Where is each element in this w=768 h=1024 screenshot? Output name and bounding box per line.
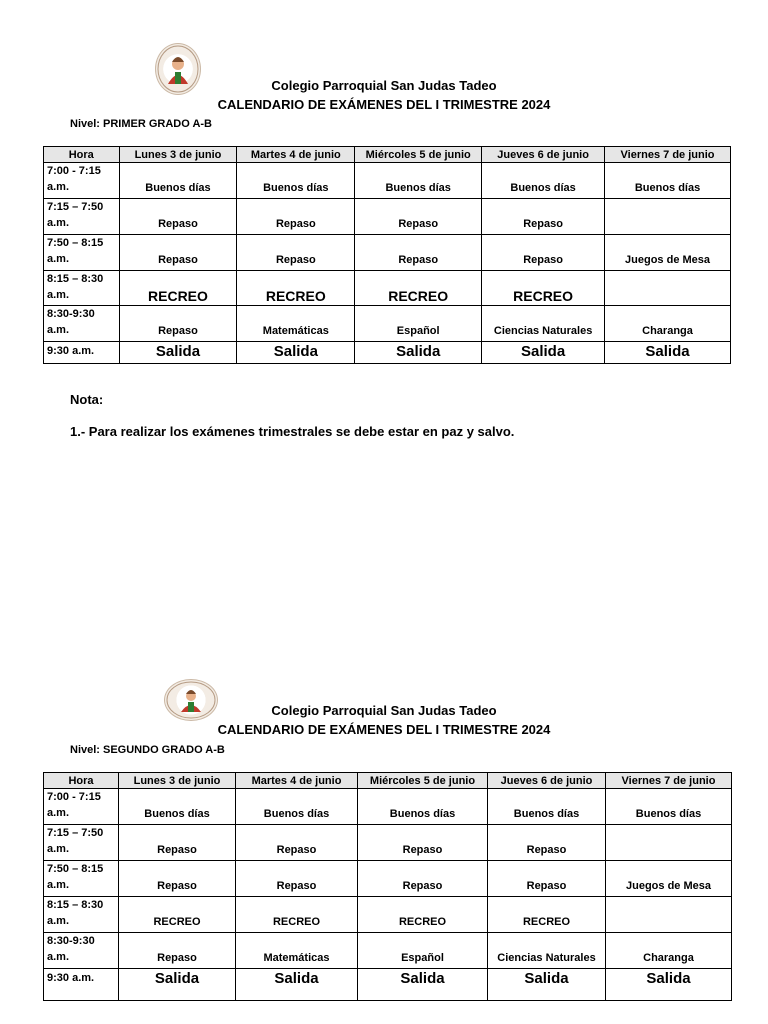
table-cell: Salida bbox=[605, 342, 731, 364]
table-cell bbox=[606, 897, 732, 933]
table-row bbox=[44, 342, 731, 364]
time-cell: 8:30-9:30 a.m. bbox=[44, 933, 119, 969]
table-cell: Repaso bbox=[482, 235, 605, 271]
table-cell: RECREO bbox=[236, 897, 358, 933]
table-cell: Repaso bbox=[119, 933, 236, 969]
table-cell bbox=[605, 271, 731, 306]
table-cell: Salida bbox=[236, 969, 358, 1001]
table-cell: RECREO bbox=[355, 271, 482, 306]
table-cell: Buenos días bbox=[236, 789, 358, 825]
header-viernes: Viernes 7 de junio bbox=[605, 147, 731, 163]
header-lunes: Lunes 3 de junio bbox=[119, 147, 237, 163]
time-cell: 7:15 – 7:50 a.m. bbox=[44, 199, 120, 235]
time-cell: 7:50 – 8:15 a.m. bbox=[44, 235, 120, 271]
table-cell bbox=[605, 199, 731, 235]
table-cell: RECREO bbox=[358, 897, 488, 933]
table-cell: Buenos días bbox=[237, 163, 355, 199]
header-martes: Martes 4 de junio bbox=[237, 147, 355, 163]
table-cell: Repaso bbox=[355, 235, 482, 271]
header-hora: Hora bbox=[44, 147, 120, 163]
table-row bbox=[44, 271, 731, 306]
table-cell: Repaso bbox=[236, 861, 358, 897]
table-cell: Salida bbox=[482, 342, 605, 364]
table-cell: Repaso bbox=[236, 825, 358, 861]
table-row bbox=[44, 163, 731, 199]
table-row bbox=[44, 235, 731, 271]
header-jueves: Jueves 6 de junio bbox=[482, 147, 605, 163]
time-cell: 7:15 – 7:50 a.m. bbox=[44, 825, 119, 861]
table-cell: RECREO bbox=[119, 897, 236, 933]
time-cell: 8:30-9:30 a.m. bbox=[44, 306, 120, 342]
table-cell bbox=[606, 825, 732, 861]
table-cell: Buenos días bbox=[358, 789, 488, 825]
time-cell: 7:50 – 8:15 a.m. bbox=[44, 861, 119, 897]
table-cell: Repaso bbox=[488, 861, 606, 897]
table-cell: Matemáticas bbox=[236, 933, 358, 969]
table-cell: Salida bbox=[355, 342, 482, 364]
table-cell: Repaso bbox=[488, 825, 606, 861]
table-cell: Repaso bbox=[482, 199, 605, 235]
header-miercoles: Miércoles 5 de junio bbox=[358, 773, 488, 789]
table-cell: Repaso bbox=[119, 825, 236, 861]
table-row bbox=[44, 861, 732, 897]
time-cell: 9:30 a.m. bbox=[44, 969, 119, 1001]
table-row bbox=[44, 933, 732, 969]
table-cell: Ciencias Naturales bbox=[482, 306, 605, 342]
header-viernes: Viernes 7 de junio bbox=[606, 773, 732, 789]
table-cell: RECREO bbox=[482, 271, 605, 306]
table-cell: Repaso bbox=[355, 199, 482, 235]
grade-level: Nivel: SEGUNDO GRADO A-B bbox=[70, 744, 225, 756]
table-cell: Repaso bbox=[119, 861, 236, 897]
table-cell: Buenos días bbox=[119, 789, 236, 825]
table-cell: Salida bbox=[237, 342, 355, 364]
table-cell: Ciencias Naturales bbox=[488, 933, 606, 969]
calendar-title: CALENDARIO DE EXÁMENES DEL I TRIMESTRE 2024 bbox=[217, 722, 551, 737]
table-row bbox=[44, 825, 732, 861]
table-header-row bbox=[44, 773, 732, 789]
table-cell: Buenos días bbox=[606, 789, 732, 825]
table-cell: Salida bbox=[358, 969, 488, 1001]
exam-schedule-table bbox=[43, 772, 732, 1001]
table-cell: Charanga bbox=[605, 306, 731, 342]
table-cell: Repaso bbox=[237, 235, 355, 271]
table-cell: Repaso bbox=[119, 235, 237, 271]
table-cell: RECREO bbox=[119, 271, 237, 306]
table-row bbox=[44, 199, 731, 235]
note-item: 1.- Para realizar los exámenes trimestrales se debe estar en paz y salvo. bbox=[70, 424, 515, 439]
table-row bbox=[44, 969, 732, 1001]
table-cell: Juegos de Mesa bbox=[606, 861, 732, 897]
table-row bbox=[44, 897, 732, 933]
table-cell: Buenos días bbox=[605, 163, 731, 199]
table-cell: Salida bbox=[119, 342, 237, 364]
table-cell: RECREO bbox=[237, 271, 355, 306]
header-martes: Martes 4 de junio bbox=[236, 773, 358, 789]
table-cell: Buenos días bbox=[119, 163, 237, 199]
table-cell: Matemáticas bbox=[237, 306, 355, 342]
header-lunes: Lunes 3 de junio bbox=[119, 773, 236, 789]
table-cell: Repaso bbox=[358, 861, 488, 897]
table-row bbox=[44, 789, 732, 825]
time-cell: 7:00 - 7:15 a.m. bbox=[44, 163, 120, 199]
table-row bbox=[44, 306, 731, 342]
calendar-title: CALENDARIO DE EXÁMENES DEL I TRIMESTRE 2024 bbox=[217, 97, 551, 112]
table-cell: Español bbox=[358, 933, 488, 969]
time-cell: 8:15 – 8:30 a.m. bbox=[44, 271, 120, 306]
table-header-row bbox=[44, 147, 731, 163]
table-cell: Buenos días bbox=[488, 789, 606, 825]
table-cell: Salida bbox=[119, 969, 236, 1001]
time-cell: 9:30 a.m. bbox=[44, 342, 120, 364]
table-cell: Repaso bbox=[119, 199, 237, 235]
exam-schedule-table bbox=[43, 146, 731, 364]
table-cell: Salida bbox=[488, 969, 606, 1001]
grade-level: Nivel: PRIMER GRADO A-B bbox=[70, 118, 212, 130]
table-cell: Repaso bbox=[237, 199, 355, 235]
table-cell: Buenos días bbox=[355, 163, 482, 199]
table-cell: RECREO bbox=[488, 897, 606, 933]
header-miercoles: Miércoles 5 de junio bbox=[355, 147, 482, 163]
table-cell: Charanga bbox=[606, 933, 732, 969]
table-cell: Español bbox=[355, 306, 482, 342]
school-name: Colegio Parroquial San Judas Tadeo bbox=[271, 78, 497, 93]
table-cell: Juegos de Mesa bbox=[605, 235, 731, 271]
table-cell: Buenos días bbox=[482, 163, 605, 199]
table-cell: Repaso bbox=[119, 306, 237, 342]
school-name: Colegio Parroquial San Judas Tadeo bbox=[271, 703, 497, 718]
table-cell: Salida bbox=[606, 969, 732, 1001]
table-cell: Repaso bbox=[358, 825, 488, 861]
header-hora: Hora bbox=[44, 773, 119, 789]
note-heading: Nota: bbox=[70, 392, 104, 407]
time-cell: 8:15 – 8:30 a.m. bbox=[44, 897, 119, 933]
header-jueves: Jueves 6 de junio bbox=[488, 773, 606, 789]
time-cell: 7:00 - 7:15 a.m. bbox=[44, 789, 119, 825]
